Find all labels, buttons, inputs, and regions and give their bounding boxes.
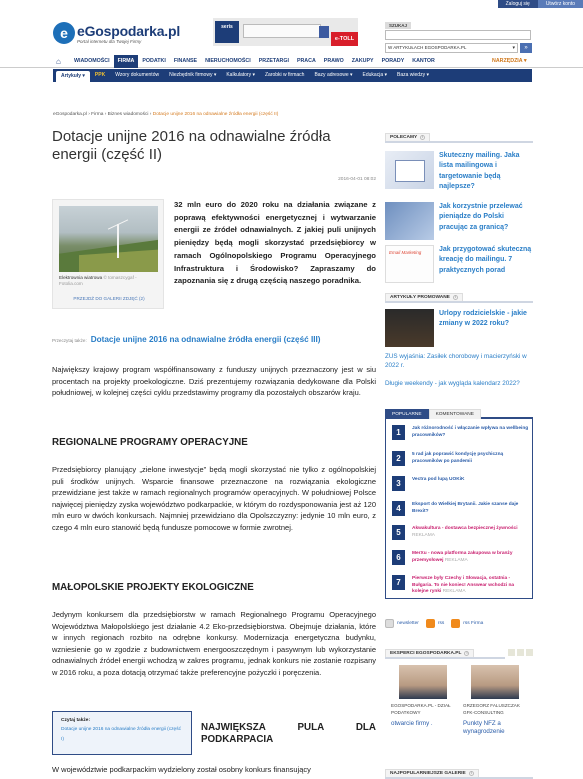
ad-banner[interactable] xyxy=(213,18,358,46)
article-paragraph: Przedsiębiorcy planujący „zielone inwestycje” będą mogli skorzystać nie tylko z ogólnopolskiej puli środków unijnych. Wsparcie finansowe przeznaczone na rozwiązania ekologiczne przewidziane jest także w ramach regionalnych programów operacyjnych. W południowej Polsce najwięcej pieniędzy zyska województwo podkarpackie, w którym do rozdysponowania jest aż 120 mln euro w dwóch konkursach. Najmniej przewidziano dla Opolszczyzny: jedynie 10 mln euro, z czego 4 mln euro stanowić będą fundusze pomocowe w formie zwrotnej. xyxy=(52,465,376,532)
breadcrumb-current: Dotacje unijne 2016 na odnawialne źródła energii (część II) xyxy=(152,112,279,117)
promoted-thumbnail[interactable] xyxy=(385,309,434,347)
list-item[interactable] xyxy=(392,425,530,445)
list-item[interactable] xyxy=(392,451,530,471)
nav-item-3[interactable]: FINANSE xyxy=(173,58,198,64)
breadcrumb-sep: › xyxy=(86,112,92,117)
popular-link[interactable] xyxy=(412,526,530,539)
nav-item-2[interactable]: PODATKI xyxy=(142,58,166,64)
rss-link[interactable]: rss xyxy=(437,621,445,626)
logo-tagline: Portal internetu dla Twojej Firmy xyxy=(77,38,142,44)
logo-text xyxy=(77,23,180,44)
rss-icon[interactable] xyxy=(451,619,460,628)
section-heading: REGIONALNE PROGRAMY OPERACYJNE xyxy=(52,437,248,448)
recommended-header xyxy=(385,133,533,143)
popular-link[interactable] xyxy=(412,576,530,596)
promoted-link[interactable]: Urlopy rodzicielskie - jakie zmiany w 2022 roku? xyxy=(439,310,527,328)
read-also-label: Czytaj także: xyxy=(61,718,91,723)
subnav-item-3[interactable]: Niezbędnik firmowy ▾ xyxy=(169,72,217,78)
avatar[interactable] xyxy=(471,665,519,699)
galleries-header xyxy=(385,769,533,779)
popular-tabs xyxy=(385,409,533,419)
email-marketing-thumbnail[interactable] xyxy=(385,245,434,283)
promoted-title: ARTYKUŁY PROMOWANE xyxy=(390,295,450,300)
rss-icon[interactable] xyxy=(426,619,435,628)
experts-section xyxy=(385,649,533,735)
photo-caption-text: Elektrownia wiatrowa xyxy=(59,275,103,280)
galleries-tab xyxy=(385,769,479,777)
nav-items xyxy=(70,55,439,68)
pager-dot[interactable] xyxy=(517,649,524,656)
popular-link[interactable] xyxy=(412,477,530,484)
search-input[interactable] xyxy=(385,30,531,40)
recommended-item[interactable] xyxy=(385,151,533,199)
subnav-item-1[interactable]: PPK xyxy=(94,72,106,78)
article-paragraph: Największy krajowy program współfinansowany z funduszy unijnych przeznaczony jest w siu procentach na projekty proekologiczne. Dziś prezentujemy rozwiązania dedykowane dla Polski południowej, w kolejnej części cyklu przedstawimy programy dla pozostałych obszarów kraju. xyxy=(52,365,376,398)
subnav-item-7[interactable]: Edukacja ▾ xyxy=(362,72,387,78)
logo-mark: e xyxy=(53,22,75,44)
article-lead: 32 mln euro do 2020 roku na działania związane z poprawą efektywności energetycznej i wytwarzanie energii ze źródeł odnawialnych. Z jakiej puli unijnych pieniędzy będą mogli skorzystać przedsiębiorcy w ramach Ogólnopolskiego Programu Operacyjnego Infrastruktura i Środowisko? Zapraszamy do zapoznania się z drugą częścią naszego poradnika. xyxy=(174,200,376,286)
money-thumbnail[interactable] xyxy=(385,202,434,240)
search-label: SZUKAJ xyxy=(385,22,411,29)
recommended-link[interactable]: Jak przygotować skuteczną kreację do mailingu. 7 praktycznych porad xyxy=(439,246,532,274)
nav-item-7[interactable]: PRAWO xyxy=(323,58,344,64)
ad-label: REKLAMA xyxy=(442,589,466,594)
tab-commented[interactable]: KOMENTOWANE xyxy=(429,409,481,419)
pager-dot[interactable] xyxy=(508,649,515,656)
expert-topic-link[interactable]: otwarcie firmy . xyxy=(391,720,433,727)
popular-link[interactable] xyxy=(412,452,530,465)
list-item[interactable] xyxy=(392,501,530,521)
search-row xyxy=(385,43,533,53)
see-also-link[interactable]: Dotacje unijne 2016 na odnawialne źródła energii (część III) xyxy=(90,335,321,344)
wind-turbine-photo[interactable] xyxy=(59,206,158,272)
account-links xyxy=(498,0,583,8)
newsletter-link[interactable]: newsletter xyxy=(397,621,419,626)
read-also-box xyxy=(52,711,192,755)
see-also-label: Przeczytaj także: xyxy=(52,338,87,343)
breadcrumb xyxy=(53,112,278,117)
nav-item-8[interactable]: ZAKUPY xyxy=(351,58,374,64)
pager-dot[interactable] xyxy=(526,649,533,656)
rank-number: 2 xyxy=(392,451,405,466)
recommended-tab xyxy=(385,133,430,141)
search-box xyxy=(385,20,533,53)
experts-pager xyxy=(506,649,533,656)
info-icon[interactable]: i xyxy=(464,651,469,656)
subnav-item-2[interactable]: Wzory dokumentów xyxy=(115,72,160,78)
section-heading: MAŁOPOLSKIE PROJEKTY EKOLOGICZNE xyxy=(52,582,254,593)
popular-title[interactable]: Akwakultura - dostawca bezpiecznej żywności xyxy=(412,526,518,531)
experts-tab xyxy=(385,649,474,657)
nav-item-4[interactable]: NIERUCHOMOŚCI xyxy=(205,58,251,64)
newsletter-icon[interactable] xyxy=(385,619,394,628)
breadcrumb-sep: › xyxy=(148,112,153,117)
info-icon[interactable]: i xyxy=(469,771,474,776)
login-link[interactable]: Zaloguj się xyxy=(498,0,538,8)
popular-title[interactable]: Jak różnorodność i włączanie wpływa na wellbeing pracowników? xyxy=(412,426,529,438)
article-date: 2016-04-01 08:02 xyxy=(338,177,376,182)
recommended-link[interactable]: Skuteczny mailing. Jaka lista mailingowa i targetowanie będą najlepsze? xyxy=(439,152,520,191)
popular-list xyxy=(385,419,533,599)
popular-title[interactable]: MerXu - nowa platforma zakupowa w branży przemysłowej xyxy=(412,551,513,563)
popular-title[interactable]: Eksport do Wielkiej Brytanii. Jakie szanse daje Brexit? xyxy=(412,502,519,514)
rank-number: 5 xyxy=(392,525,405,540)
mailing-thumbnail[interactable] xyxy=(385,151,434,189)
expert-topic-link[interactable]: Punkty NFZ a wynagrodzenie xyxy=(463,720,505,735)
banner-product: e-TOLL xyxy=(331,32,358,46)
section-heading: NAJWIĘKSZA PULA DLA PODKARPACIA xyxy=(201,722,376,745)
nav-item-10[interactable]: KANTOR xyxy=(412,58,435,64)
article-paragraph: Jedynym konkursem dla przedsiębiorstw w ramach Regionalnego Programu Operacyjnego Województwa Małopolskiego jest działanie 4.2 Eko-przedsiębiorstwa. Obejmuje działania, które w innych regionach rozbito na odrębne konkursy. Modernizacja energetyczna budynku, wzniesienie go w zgodzie z budownictwem energooszczędnym i pasywnym lub wykorzystanie odnawialnych źródeł energii wchodzą w zakres programu, jednak konkurs nie zostanie rozpisany w 2016 roku, a poza dotacją otrzymać także preferencyjne pożyczki i poręczenia. xyxy=(52,610,376,677)
promoted-header xyxy=(385,293,533,303)
nav-item-0[interactable]: WIADOMOŚCI xyxy=(74,58,110,64)
popular-title[interactable]: Pierwsze były Czechy i Słowacja, ostatnia - Bułgaria. To nie koniec! Answear wchodzi na kolejne rynki xyxy=(412,576,515,594)
info-icon[interactable]: i xyxy=(453,295,458,300)
read-also-link[interactable]: Dotacje unijne 2016 na odnawialne źródła energii (część I) xyxy=(61,727,181,742)
recommended-item[interactable] xyxy=(385,202,533,250)
banner-brand: seris xyxy=(215,21,239,43)
info-icon[interactable]: i xyxy=(420,135,425,140)
list-item[interactable] xyxy=(392,525,530,545)
expert-card[interactable] xyxy=(463,665,529,736)
rank-number: 4 xyxy=(392,501,405,516)
nav-item-6[interactable]: PRACA xyxy=(296,58,316,64)
sub-nav xyxy=(53,69,532,82)
logo-name: eGospodarka.pl xyxy=(77,22,181,39)
truck-image xyxy=(243,24,321,38)
recommended-link[interactable]: Jak korzystnie przelewać pieniądze do Polski pracując za granicą? xyxy=(439,203,523,231)
register-link[interactable]: Utwórz konto xyxy=(538,0,583,8)
gallery-link[interactable]: PRZEJDŹ DO GALERII ZDJĘĆ (2) xyxy=(73,296,145,301)
breadcrumb-sep: › xyxy=(103,112,108,117)
ad-label: REKLAMA xyxy=(444,557,468,563)
sidebar-link[interactable]: ZUS wyjaśnia: Zasiłek chorobowy i macierzyński w 2022 r. xyxy=(385,353,527,369)
home-icon[interactable]: ⌂ xyxy=(56,57,61,66)
recommended-item[interactable] xyxy=(385,245,533,293)
tools-label: NARZĘDZIA xyxy=(492,58,523,64)
top-bar xyxy=(0,0,583,8)
popular-link[interactable] xyxy=(412,551,530,564)
nav-item-1[interactable]: FIRMA xyxy=(114,55,139,68)
rank-number: 6 xyxy=(392,550,405,565)
chevron-down-icon: ▾ xyxy=(512,45,515,51)
subnav-item-5[interactable]: Zarobki w firmach xyxy=(264,72,305,78)
rank-number: 1 xyxy=(392,425,405,440)
rank-number: 7 xyxy=(392,575,405,590)
popular-title[interactable]: 5 rad jak poprawić kondycję psychiczną pracowników po pandemii xyxy=(412,452,504,464)
see-also xyxy=(52,335,321,344)
avatar[interactable] xyxy=(399,665,447,699)
subnav-item-0[interactable]: Artykuły ▾ xyxy=(56,71,90,82)
ad-label: REKLAMA xyxy=(412,532,435,538)
breadcrumb-subsection[interactable]: Biznes wiadomości xyxy=(107,112,149,117)
photo-caption xyxy=(59,275,159,287)
promoted-item[interactable] xyxy=(385,309,533,357)
subnav-item-6[interactable]: Bazy adresowe ▾ xyxy=(314,72,353,78)
galleries-title: NAJPOPULARNIEJSZE GALERIE xyxy=(390,771,466,776)
search-button[interactable]: » xyxy=(520,43,532,53)
promoted-tab xyxy=(385,293,463,301)
expert-name[interactable]: EGOSPODARKA.PL - DZIAŁ PODATKOWY xyxy=(391,703,451,715)
article-paragraph: W województwie podkarpackim wydzielony został osobny konkurs finansujący xyxy=(52,765,311,774)
search-scope-select[interactable] xyxy=(385,43,518,53)
breadcrumb-home[interactable]: eGospodarka.pl xyxy=(53,112,87,117)
site-logo[interactable] xyxy=(53,22,180,44)
expert-card[interactable] xyxy=(391,665,457,728)
expert-name[interactable]: GRZEGORZ FALUSZCZAK GFK-CONSULTING xyxy=(463,703,520,715)
photo-box xyxy=(52,199,164,309)
popular-link[interactable] xyxy=(412,502,530,515)
rss-firma-link[interactable]: rss Firma xyxy=(463,621,484,626)
breadcrumb-section[interactable]: Firma xyxy=(91,112,104,117)
rank-number: 3 xyxy=(392,476,405,491)
tools-menu[interactable]: NARZĘDZIA ▾ xyxy=(492,58,527,64)
experts-title: EKSPERCI EGOSPODARKA.PL xyxy=(390,651,462,656)
truck-cab xyxy=(319,26,329,38)
nav-item-9[interactable]: PORADY xyxy=(381,58,405,64)
main-nav xyxy=(0,55,583,68)
subnav-item-4[interactable]: Kalkulatory ▾ xyxy=(226,72,255,78)
list-item[interactable] xyxy=(392,476,530,496)
popular-link[interactable] xyxy=(412,426,530,439)
subscribe-links xyxy=(385,619,490,628)
sidebar-link[interactable]: Długie weekendy - jak wygląda kalendarz 2022? xyxy=(385,380,520,387)
article xyxy=(52,128,376,774)
subnav-item-8[interactable]: Baza wiedzy ▾ xyxy=(397,72,429,78)
tab-popular[interactable]: POPULARNE xyxy=(385,409,429,419)
recommended-title: POLECAMY xyxy=(390,135,418,140)
turbine-tower xyxy=(117,224,119,258)
popular-title[interactable]: Vectra pod lupą UOKiK xyxy=(412,477,465,482)
search-scope-value: W ARTYKUŁACH EGOSPODARKA.PL xyxy=(388,45,467,50)
list-item[interactable] xyxy=(392,575,530,595)
experts-header xyxy=(385,649,505,659)
photo-credit: © tomaszcygaf - Fotolia.com xyxy=(59,275,137,286)
list-item[interactable] xyxy=(392,550,530,570)
page-title: Dotacje unijne 2016 na odnawialne źródła energii (część II) xyxy=(52,128,331,163)
nav-item-5[interactable]: PRZETARGI xyxy=(258,58,289,64)
